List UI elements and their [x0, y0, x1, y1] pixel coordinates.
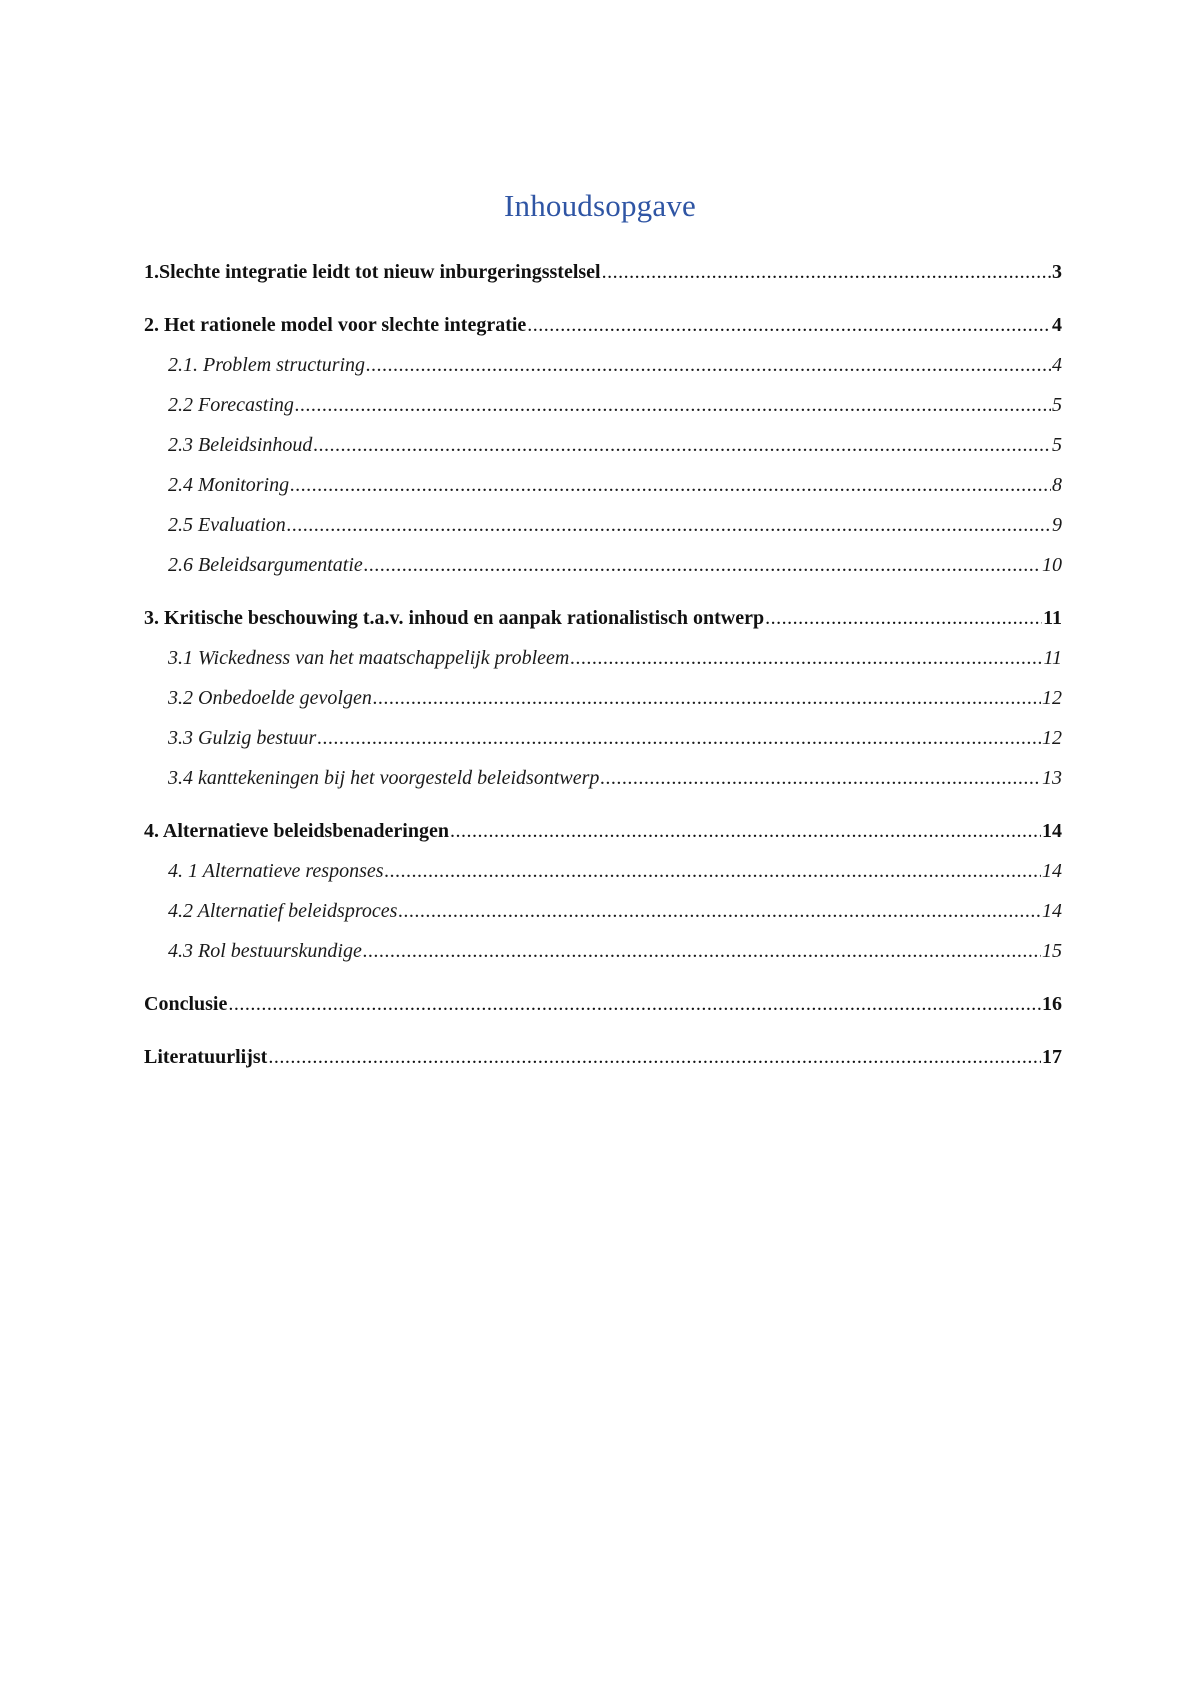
toc-dot-leader	[268, 1043, 1041, 1071]
toc-entry-label: 4. Alternatieve beleidsbenaderingen	[144, 820, 449, 842]
toc-page-number: 14	[1042, 820, 1062, 842]
toc-page-number: 17	[1042, 1046, 1062, 1068]
toc-entry-label: 3.3 Gulzig bestuur	[168, 727, 317, 749]
toc-page-number: 14	[1042, 860, 1062, 882]
toc-entry[interactable]	[144, 684, 1062, 712]
toc-page-number: 15	[1042, 940, 1062, 962]
toc-dot-leader	[385, 857, 1041, 885]
toc-dot-leader	[290, 471, 1051, 499]
toc-page-number: 16	[1042, 993, 1062, 1015]
toc-entry[interactable]	[144, 644, 1062, 672]
toc-entry-label: 1.Slechte integratie leidt tot nieuw inburgeringsstelsel	[144, 261, 601, 283]
toc-entry[interactable]	[144, 431, 1062, 459]
toc-entry-label: 2.4 Monitoring	[168, 474, 290, 496]
toc-page-number: 9	[1052, 514, 1062, 536]
toc-entry-label: 2.1. Problem structuring	[168, 354, 366, 376]
toc-entry[interactable]	[144, 511, 1062, 539]
toc-dot-leader	[228, 990, 1041, 1018]
toc-entry-label: 4. 1 Alternatieve responses	[168, 860, 384, 882]
toc-page-number: 10	[1042, 554, 1062, 576]
toc-dot-leader	[527, 311, 1051, 339]
toc-dot-leader	[450, 817, 1041, 845]
toc-title: Inhoudsopgave	[503, 188, 696, 223]
toc-entry-label: 3. Kritische beschouwing t.a.v. inhoud en aanpak rationalistisch ontwerp	[144, 607, 765, 629]
toc-page-number: 14	[1042, 900, 1062, 922]
toc-entry[interactable]	[144, 471, 1062, 499]
toc-dot-leader	[287, 511, 1051, 539]
toc-entry[interactable]	[144, 937, 1062, 965]
toc-entry-label: 2.3 Beleidsinhoud	[168, 434, 313, 456]
toc-page-number: 5	[1052, 434, 1062, 456]
toc-dot-leader	[295, 391, 1051, 419]
toc-page-number: 4	[1052, 314, 1062, 336]
toc-page-number: 13	[1042, 767, 1062, 789]
toc-entry[interactable]	[144, 604, 1062, 632]
toc-dot-leader	[366, 351, 1051, 379]
toc-dot-leader	[364, 551, 1041, 579]
toc-entry-label: 4.3 Rol bestuurskundige	[168, 940, 362, 962]
toc-entry-label: 2.2 Forecasting	[168, 394, 294, 416]
toc-dot-leader	[765, 604, 1042, 632]
toc-entry-label: 3.2 Onbedoelde gevolgen	[168, 687, 372, 709]
toc-dot-leader	[600, 764, 1041, 792]
toc-dot-leader	[373, 684, 1041, 712]
toc-entry-label: Conclusie	[144, 993, 228, 1015]
toc-entry-label: 3.4 kanttekeningen bij het voorgesteld beleidsontwerp	[168, 767, 600, 789]
toc-entry-label: 2.5 Evaluation	[168, 514, 286, 536]
toc-entry[interactable]	[144, 351, 1062, 379]
toc-entry[interactable]	[144, 817, 1062, 845]
toc-entry-label: 2.6 Beleidsargumentatie	[168, 554, 363, 576]
toc-page-number: 11	[1043, 647, 1062, 669]
toc-dot-leader	[317, 724, 1041, 752]
toc-page-number: 8	[1052, 474, 1062, 496]
toc-entry[interactable]	[144, 897, 1062, 925]
toc-dot-leader	[313, 431, 1051, 459]
toc-entry-label: 2. Het rationele model voor slechte integratie	[144, 314, 527, 336]
toc-entry[interactable]	[144, 391, 1062, 419]
toc-dot-leader	[398, 897, 1041, 925]
toc-page-number: 3	[1052, 261, 1062, 283]
toc-entry[interactable]	[144, 311, 1062, 339]
toc-entry[interactable]	[144, 990, 1062, 1018]
toc-dot-leader	[602, 258, 1051, 286]
toc-page-number: 11	[1043, 607, 1062, 629]
toc-page-number: 4	[1052, 354, 1062, 376]
toc-dot-leader	[363, 937, 1041, 965]
toc-entry[interactable]	[144, 724, 1062, 752]
toc-entry[interactable]	[144, 857, 1062, 885]
toc-entry[interactable]	[144, 258, 1062, 286]
toc-page-number: 12	[1042, 687, 1062, 709]
toc-entry-label: 4.2 Alternatief beleidsproces	[168, 900, 398, 922]
toc-entry-label: 3.1 Wickedness van het maatschappelijk probleem	[168, 647, 570, 669]
toc-dot-leader	[570, 644, 1042, 672]
toc-entry[interactable]	[144, 551, 1062, 579]
toc-entry-label: Literatuurlijst	[144, 1046, 268, 1068]
toc-page-number: 12	[1042, 727, 1062, 749]
toc-entry[interactable]	[144, 764, 1062, 792]
toc-page-number: 5	[1052, 394, 1062, 416]
toc-entry[interactable]	[144, 1043, 1062, 1071]
